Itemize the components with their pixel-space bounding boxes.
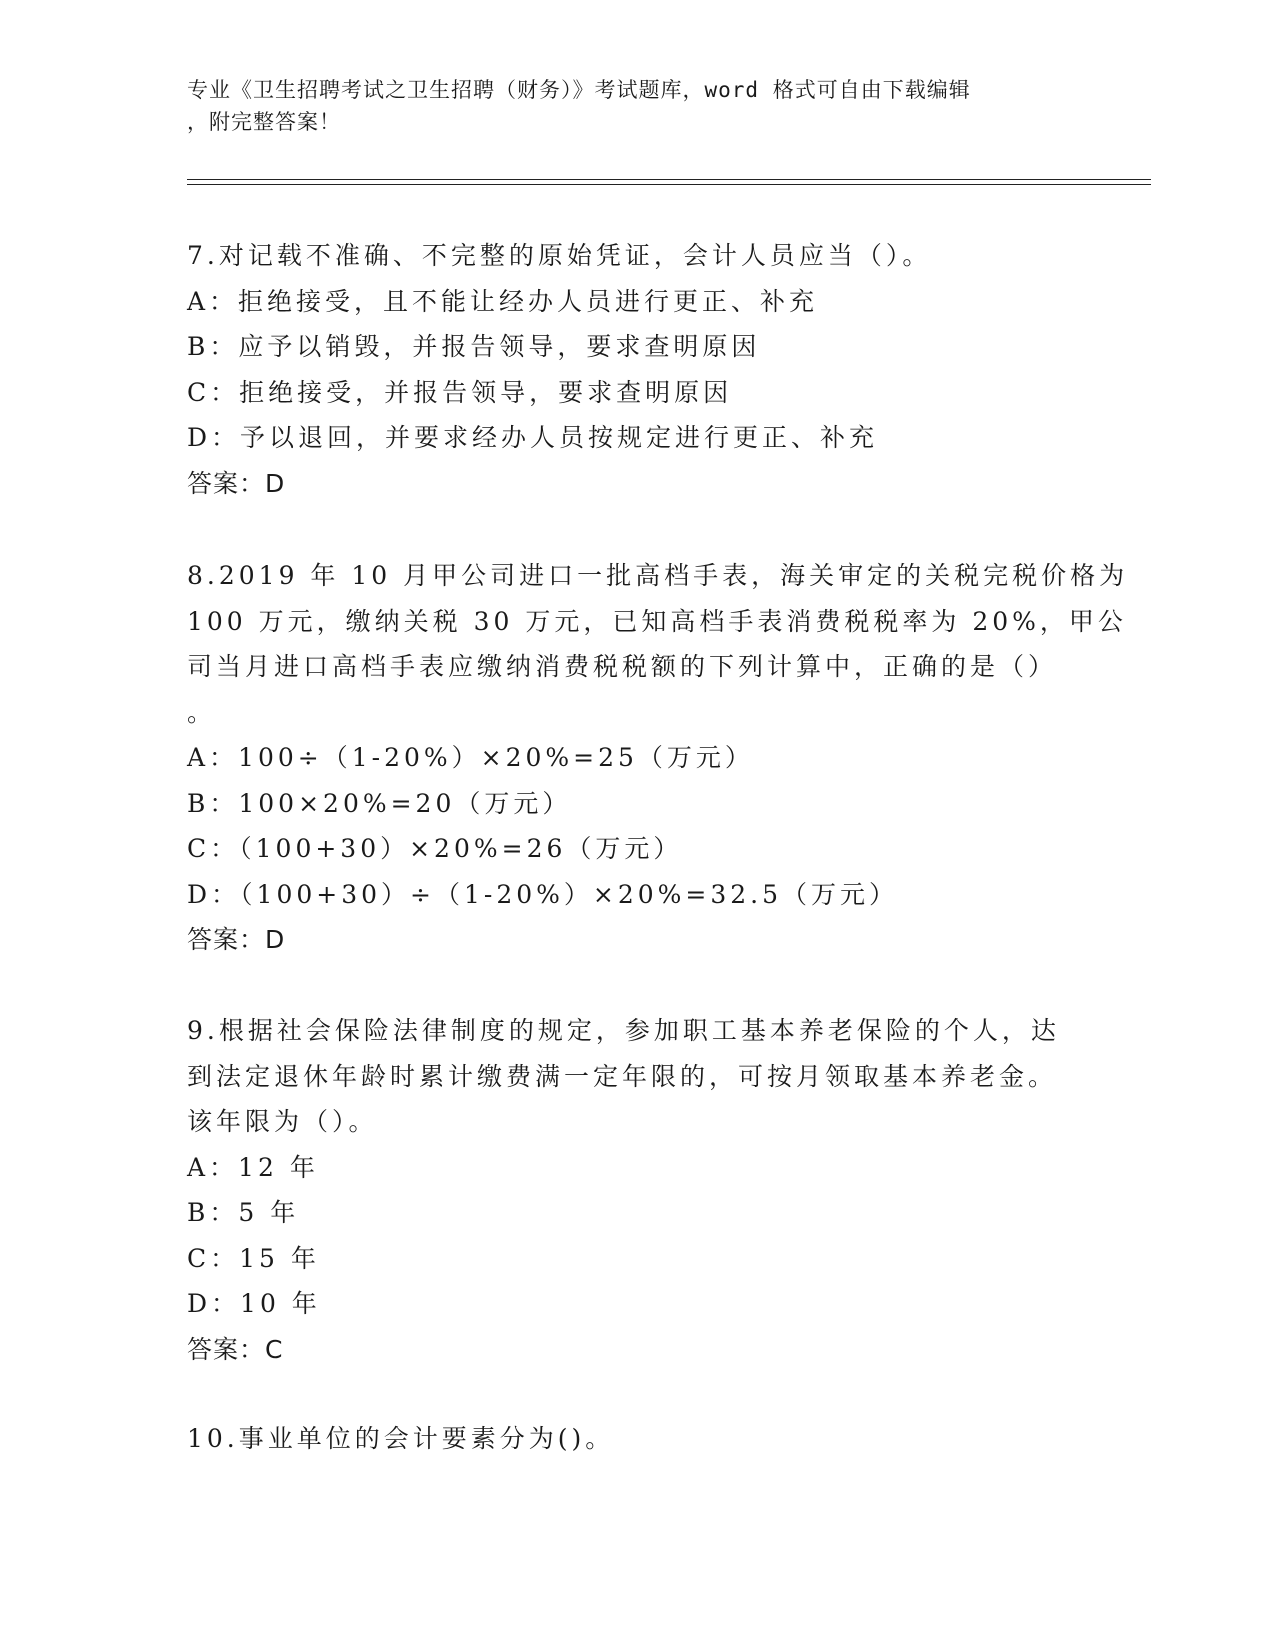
- question-stem-line-1: 9.根据社会保险法律制度的规定，参加职工基本养老保险的个人，达: [187, 1016, 1060, 1045]
- option-b: B：100×20%=20（万元）: [187, 788, 572, 818]
- question-10: [187, 1416, 1087, 1462]
- option-c: C：15 年: [187, 1243, 320, 1273]
- header-line-2: ，附完整答案！: [187, 110, 341, 134]
- option-d: D：（100+30）÷（1-20%）×20%=32.5（万元）: [187, 879, 899, 909]
- question-stem-line-4: 。: [187, 697, 217, 727]
- answer-label: 答案：D: [187, 468, 286, 498]
- option-b: B：5 年: [187, 1198, 300, 1227]
- question-stem: 7.对记载不准确、不完整的原始凭证，会计人员应当（）。: [187, 241, 932, 270]
- question-7: [187, 233, 1087, 506]
- option-a: A：12 年: [187, 1152, 319, 1182]
- option-c: C：（100+30）×20%=26（万元）: [187, 834, 683, 863]
- question-stem-line-3: 司当月进口高档手表应缴纳消费税税额的下列计算中，正确的是（）: [187, 652, 1058, 681]
- question-stem-line-2: 到法定退休年龄时累计缴费满一定年限的，可按月领取基本养老金。: [187, 1061, 1058, 1091]
- question-9: [187, 1008, 1087, 1372]
- question-stem-line-3: 该年限为（）。: [187, 1107, 378, 1136]
- question-8: [187, 553, 1129, 963]
- header-divider-bottom: [187, 184, 1151, 185]
- option-c: C：拒绝接受，并报告领导，要求查明原因: [187, 377, 733, 407]
- option-d: D：10 年: [187, 1289, 321, 1318]
- option-a: A：100÷（1-20%）×20%=25（万元）: [187, 743, 754, 772]
- question-stem-line-2: 100 万元，缴纳关税 30 万元，已知高档手表消费税税率为 20%，甲公: [187, 606, 1127, 636]
- answer-label: 答案：C: [187, 1334, 284, 1364]
- document-header: [187, 74, 1087, 138]
- header-line-1: 专业《卫生招聘考试之卫生招聘（财务）》考试题库，word 格式可自由下载编辑: [187, 78, 971, 102]
- question-stem-line-1: 8.2019 年 10 月甲公司进口一批高档手表，海关审定的关税完税价格为: [187, 561, 1129, 590]
- option-d: D：予以退回，并要求经办人员按规定进行更正、补充: [187, 423, 879, 452]
- header-divider-top: [187, 179, 1151, 180]
- option-a: A：拒绝接受，且不能让经办人员进行更正、补充: [187, 286, 819, 316]
- question-stem: 10.事业单位的会计要素分为()。: [187, 1424, 615, 1453]
- option-b: B：应予以销毁，并报告领导，要求查明原因: [187, 332, 761, 361]
- answer-label: 答案：D: [187, 925, 286, 954]
